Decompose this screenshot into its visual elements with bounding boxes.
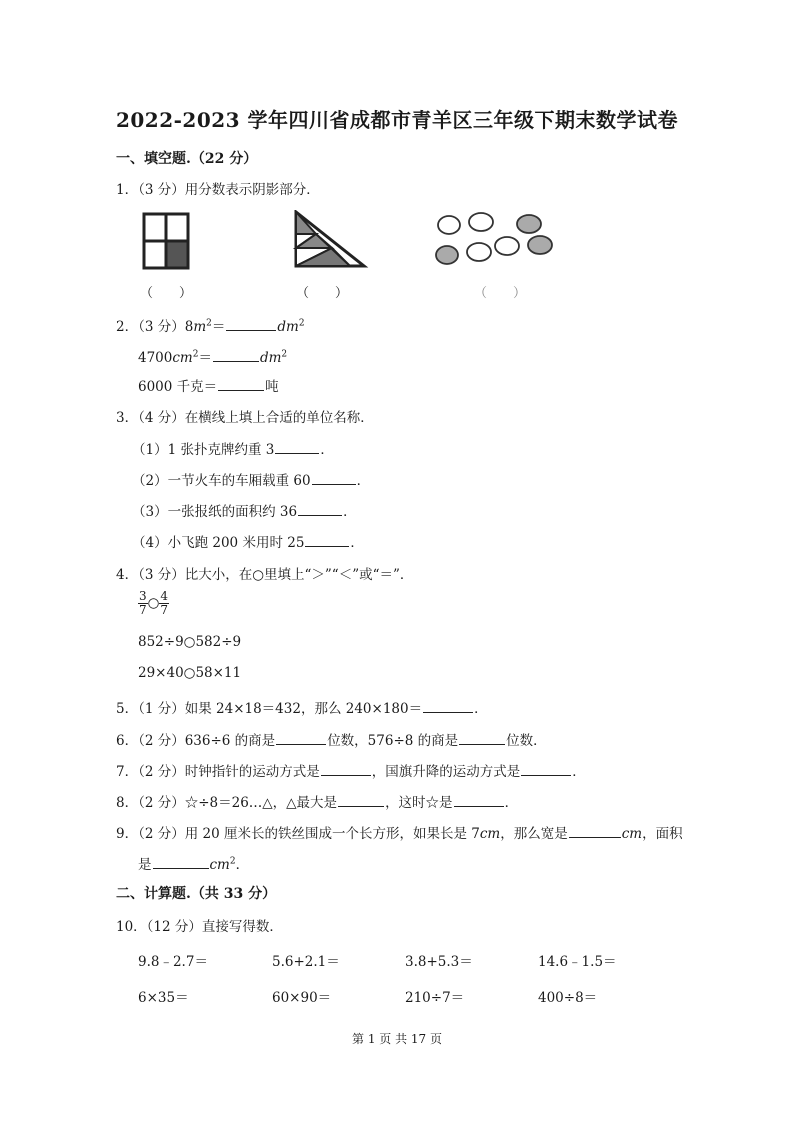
question-3: 3．（4 分）在横线上填上合适的单位名称． [116, 410, 374, 426]
answer-blank[interactable] [153, 867, 209, 869]
page-footer: 第 1 页 共 17 页 [352, 1032, 442, 1046]
answer-blank[interactable] [569, 836, 621, 838]
q1-answer-1: （ ） [140, 286, 193, 301]
compare-circle[interactable]: ○ [147, 595, 160, 611]
answer-blank[interactable] [321, 774, 371, 776]
question-10: 10．（12 分）直接写得数． [116, 919, 283, 935]
answer-blank[interactable] [312, 483, 356, 485]
question-1: 1．（3 分）用分数表示阴影部分． [116, 182, 320, 198]
question-2: 2．（3 分）$8m^2= dm^2$ [116, 318, 305, 335]
question-9: 9．（2 分）用 20 厘米长的铁丝围成一个长方形，如果长是 7cm，那么宽是 cm，面积 [116, 826, 683, 842]
question-6: 6．（2 分）636÷6 的商是 位数，576÷8 的商是 位数． [116, 733, 547, 749]
answer-blank[interactable] [423, 711, 473, 713]
q3-item-4: （4）小飞跑 200 米用时 25 ． [132, 535, 364, 551]
answer-blank[interactable] [459, 743, 505, 745]
shaded-square-figure [144, 214, 188, 268]
answer-blank[interactable] [338, 805, 384, 807]
fraction-4-7: $\frac{4}{7}$ [160, 589, 169, 617]
answer-blank[interactable] [454, 805, 504, 807]
calc-item: 6×35＝ [138, 990, 189, 1006]
answer-blank[interactable] [218, 389, 264, 391]
question-8: 8．（2 分）☆÷8＝26…△，△最大是 ，这时☆是 ． [116, 795, 519, 811]
question-2-line-2: $4700cm^2= dm^2$ [138, 349, 288, 366]
q3-item-1: （1）1 张扑克牌约重 3 ． [132, 442, 334, 458]
shaded-ovals-figure [436, 213, 552, 264]
shaded-triangle-figure [296, 212, 364, 266]
answer-blank[interactable] [226, 329, 276, 331]
calc-item: 400÷8＝ [538, 990, 598, 1006]
question-7: 7．（2 分）时钟指针的运动方式是 ，国旗升降的运动方式是 ． [116, 764, 586, 780]
question-2-line-3: 6000 千克＝ 吨 [138, 379, 279, 395]
calc-item: 9.8﹣2.7＝ [138, 954, 208, 970]
calc-item: 60×90＝ [272, 990, 332, 1006]
calc-item: 3.8+5.3＝ [405, 954, 473, 970]
q3-item-3: （3）一张报纸的面积约 36 ． [132, 504, 357, 520]
page-title: 2022-2023 学年四川省成都市青羊区三年级下期末数学试卷 [115, 108, 679, 132]
question-5: 5．（1 分）如果 24×18＝432，那么 240×180＝ ． [116, 701, 488, 717]
q1-answer-3: （ ） [474, 286, 527, 301]
q4-line-3: 29×40○58×11 [138, 665, 242, 681]
question-4: 4．（3 分）比大小，在○里填上“＞”“＜”或“＝”． [116, 567, 414, 583]
q1-figures [140, 210, 570, 272]
q4-fraction-compare [138, 590, 169, 617]
question-9-line-2: 是 $cm^2$． [138, 856, 250, 873]
answer-blank[interactable] [305, 545, 349, 547]
q4-line-2: 852÷9○582÷9 [138, 634, 242, 650]
calc-item: 14.6﹣1.5＝ [538, 954, 617, 970]
section-heading-calc: 二、计算题.（共 33 分） [116, 886, 277, 902]
section-heading-fill: 一、填空题.（22 分） [116, 151, 258, 167]
answer-blank[interactable] [298, 514, 342, 516]
answer-blank[interactable] [213, 360, 259, 362]
answer-blank[interactable] [521, 774, 571, 776]
fraction-3-7: $\frac{3}{7}$ [139, 589, 147, 617]
q1-answer-2: （ ） [296, 286, 349, 301]
answer-blank[interactable] [276, 743, 326, 745]
q3-item-2: （2）一节火车的车厢载重 60 ． [132, 473, 371, 489]
calc-item: 5.6+2.1＝ [272, 954, 340, 970]
calc-item: 210÷7＝ [405, 990, 465, 1006]
answer-blank[interactable] [275, 452, 319, 454]
